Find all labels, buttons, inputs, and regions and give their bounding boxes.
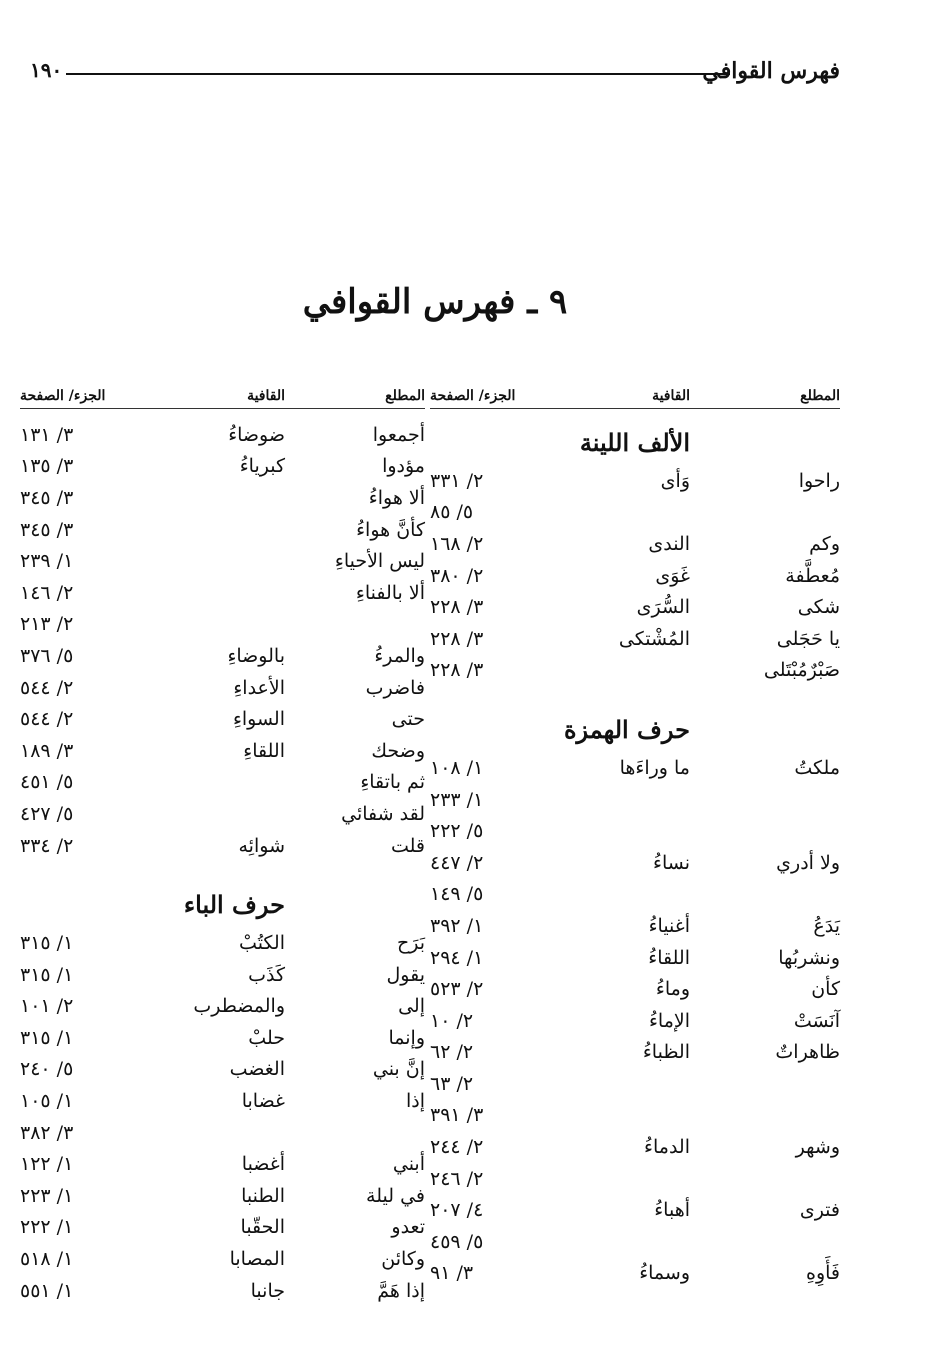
matla-cell: لقد شفائي [341,802,425,825]
matla-cell: كأن [811,978,840,1001]
index-row [430,623,840,655]
matla-cell: يَدَعُ [813,914,840,937]
right-index-column [430,374,840,1289]
index-row [20,1054,425,1086]
matla-cell: مؤدوا [382,455,425,478]
page-ref-cell: ٥/ ٢٤٠ [20,1058,74,1081]
index-row [20,1212,425,1244]
index-row [430,1163,840,1195]
index-row [20,1022,425,1054]
page-ref-cell: ٣/ ٢٢٨ [430,659,484,682]
page-ref-cell: ٢/ ٥٤٤ [20,708,74,731]
page-ref-cell: ٢/ ٣٨٠ [430,564,484,587]
page-ref-cell: ٢/ ٣٣١ [430,469,484,492]
matla-cell: إذا هَمَّ [377,1279,425,1302]
page-ref-cell: ٢/ ١٦٨ [430,532,484,555]
matla-cell: ولا أدري [776,851,840,874]
page-ref-cell: ٢/ ٢٤٦ [430,1167,484,1190]
index-row [430,528,840,560]
index-row [20,577,425,609]
page-ref-cell: ١/ ٢٢٢ [20,1216,74,1239]
page-ref-cell: ٣/ ٣٤٥ [20,518,74,541]
running-header [30,58,840,92]
page-ref-cell: ٥/ ٤٥١ [20,771,74,794]
qafiya-cell: أغنياءُ [648,914,690,937]
index-row [430,465,840,497]
matla-cell: ألا هواءُ [368,486,425,509]
index-row [430,1131,840,1163]
index-row [20,640,425,672]
matla-cell: ونشربُها [778,946,840,969]
section-heading: حرف الهمزة [563,714,690,744]
page-ref-cell: ٢/ ١٠١ [20,995,74,1018]
page-number: ١٩٠ [30,58,63,82]
page-ref-cell: ٣/ ٢٢٨ [430,627,484,650]
matla-cell: قلت [390,834,425,857]
page-ref-cell: ١/ ٣١٥ [20,932,74,955]
index-row [430,1258,840,1290]
section-heading: حرف الباء [183,889,285,919]
running-header-title: فهرس القوافي [702,58,840,84]
qafiya-cell: وسماءُ [639,1262,690,1285]
matla-cell: يا حَجَلى [776,627,840,650]
index-row [20,991,425,1023]
matla-cell: أبني [392,1153,425,1176]
left-index-column [20,374,425,1306]
right-column-header [430,374,840,409]
qafiya-cell: اللقاءِ [243,739,285,762]
page-ref-cell: ١/ ٥٥١ [20,1279,74,1302]
matla-cell: ظاهراتٌ [775,1041,840,1064]
page-ref-cell: ٢/ ٢٤٤ [430,1136,484,1159]
index-row [20,545,425,577]
matla-cell: كأنَّ هواءُ [356,518,425,541]
index-row [430,847,840,879]
qafiya-cell: نساءُ [653,851,690,874]
index-row [20,1085,425,1117]
matla-cell: إذا [405,1090,425,1113]
index-row [20,1243,425,1275]
matla-cell: ملكتُ [794,756,840,779]
index-row [20,451,425,483]
qafiya-cell: جانبا [250,1279,285,1302]
matla-cell: وشهر [795,1136,840,1159]
matla-cell: مُعطَّفة [785,564,840,587]
page-ref-cell: ٢/ ٣٣٤ [20,834,74,857]
matla-cell: والمرءُ [374,644,425,667]
matla-cell: يقول [386,963,425,986]
matla-cell: في ليلة [366,1184,425,1207]
index-row [20,959,425,991]
index-row [20,1180,425,1212]
matla-cell: إلى [398,995,425,1018]
page-ref-cell: ٣/ ٩١ [430,1262,474,1285]
qafiya-cell: حلبْ [248,1026,285,1049]
matla-cell: وضحك [371,739,425,762]
page-ref-cell: ١/ ٥١٨ [20,1248,74,1271]
page-ref-cell: ٣/ ٣٨٢ [20,1121,74,1144]
qafiya-cell: اللقاءُ [648,946,690,969]
index-row [20,703,425,735]
index-row [430,973,840,1005]
page-ref-cell: ٣/ ١٣١ [20,423,74,446]
section-heading-row [430,706,840,752]
page-ref-cell: ٥/ ١٤٩ [430,883,484,906]
index-row [20,1275,425,1307]
page-ref-cell: ٣/ ٣٩١ [430,1104,484,1127]
page-ref-cell: ٢/ ١٤٦ [20,581,74,604]
qafiya-cell: الإماءُ [648,1009,690,1032]
section-spacer [430,686,840,706]
page-ref-cell: ٣/ ١٣٥ [20,455,74,478]
matla-header: المطلع [800,388,840,404]
matla-cell: ليس الأحياءِ [334,550,425,573]
right-rows [430,419,840,1289]
page-ref-cell: ١/ ١٠٥ [20,1090,74,1113]
index-row [430,1005,840,1037]
qafiya-cell: المُشْتكى [618,627,690,650]
left-column-header [20,374,425,409]
page-ref-cell: ٣/ ٣٤٥ [20,486,74,509]
section-heading: الألف اللينة [579,427,690,457]
index-row [430,591,840,623]
page-ref-cell: ١/ ١٠٨ [430,756,484,779]
page-ref-cell: ١/ ٢٢٣ [20,1184,74,1207]
index-row [430,655,840,687]
matla-cell: ثم باتقاءِ [360,771,425,794]
left-rows [20,419,425,1306]
matla-cell: وكم [809,532,840,555]
qafiya-cell: غَوَى [655,564,690,587]
qafiya-cell: الندى [648,532,690,555]
index-row [430,497,840,529]
matla-cell: صَبْرٌمُبْتَلى [763,659,840,682]
page-ref-cell: ١/ ٢٣٣ [430,788,484,811]
qafiya-cell: والمضطرب [193,995,285,1018]
matla-cell: تعدو [391,1216,425,1239]
index-row [430,1068,840,1100]
page-ref-cell: ٢/ ٦٢ [430,1041,474,1064]
header-rule [66,73,730,75]
index-row [430,879,840,911]
matla-header: المطلع [385,388,425,404]
qafiya-cell: المصابا [229,1248,285,1271]
qafiya-cell: ضوضاءُ [228,423,285,446]
page-ref-cell: ٢/ ٥٢٣ [430,978,484,1001]
page-ref-cell: ٢/ ٥٤٤ [20,676,74,699]
page-ref-cell: ٢/ ١٠ [430,1009,474,1032]
index-row [430,910,840,942]
matla-cell: أجمعوا [372,423,425,446]
index-row [430,1100,840,1132]
page-ref-header: الجزء/ الصفحة [430,388,516,404]
page-ref-cell: ١/ ٢٣٩ [20,550,74,573]
matla-cell: حتى [391,708,425,731]
page-ref-cell: ٣/ ٢٢٨ [430,596,484,619]
qafiya-cell: وَأى [660,469,690,492]
page-ref-cell: ١/ ٣١٥ [20,963,74,986]
matla-cell: بَرَح [396,932,425,955]
index-row [20,1148,425,1180]
index-row [20,735,425,767]
qafiya-cell: الغضب [229,1058,285,1081]
index-row [430,815,840,847]
index-row [20,609,425,641]
page-ref-cell: ٣/ ١٨٩ [20,739,74,762]
page-ref-cell: ٥/ ٤٢٧ [20,802,74,825]
qafiya-cell: وماءُ [655,978,690,1001]
section-heading-row [430,419,840,465]
section-spacer [20,861,425,881]
qafiya-cell: السُّرَى [636,596,690,619]
page-ref-cell: ٤/ ٢٠٧ [430,1199,484,1222]
qafiya-cell: غضابا [241,1090,285,1113]
page-ref-cell: ٥/ ٤٥٩ [430,1230,484,1253]
index-row [430,942,840,974]
section-heading-row [20,881,425,927]
matla-cell: فَأَوِهِ [805,1262,840,1285]
index-row [430,752,840,784]
qafiya-cell: كبرياءُ [239,455,285,478]
index-row [20,672,425,704]
page-title: ٩ ـ فهرس القوافي [302,282,568,322]
matla-cell: آنَسَتْ [793,1009,840,1032]
qafiya-header: القافية [247,388,285,404]
page-ref-cell: ٥/ ٣٧٦ [20,644,74,667]
index-row [20,514,425,546]
page-ref-header: الجزء/ الصفحة [20,388,106,404]
qafiya-cell: ما وراءَها [619,756,690,779]
index-row [20,798,425,830]
page-ref-cell: ٥/ ٢٢٢ [430,820,484,843]
page-ref-cell: ٢/ ٢١٣ [20,613,74,636]
page-ref-cell: ٢/ ٤٤٧ [430,851,484,874]
qafiya-cell: الدماءُ [644,1136,690,1159]
qafiya-cell: شوائِه [238,834,285,857]
qafiya-cell: الكتُبْ [239,932,285,955]
index-row [430,784,840,816]
page-ref-cell: ١/ ١٢٢ [20,1153,74,1176]
matla-cell: ألا بالفناءِ [355,581,425,604]
qafiya-cell: الظباءُ [642,1041,690,1064]
page-ref-cell: ١/ ٢٩٤ [430,946,484,969]
qafiya-cell: الحقّبا [240,1216,285,1239]
index-row [430,1226,840,1258]
qafiya-cell: كَذَب [248,963,285,986]
page-ref-cell: ٥/ ٨٥ [430,501,474,524]
index-row [20,767,425,799]
page-ref-cell: ١/ ٣٩٢ [430,914,484,937]
index-row [20,927,425,959]
qafiya-cell: الطنبا [241,1184,285,1207]
index-row [20,1117,425,1149]
qafiya-cell: الأعداءِ [233,676,285,699]
qafiya-cell: أغضبا [241,1153,285,1176]
index-row [430,1037,840,1069]
index-row [430,560,840,592]
matla-cell: إنَّ بني [372,1058,425,1081]
qafiya-cell: أهباءُ [654,1199,690,1222]
index-row [20,482,425,514]
matla-cell: شكى [797,596,840,619]
qafiya-header: القافية [652,388,690,404]
matla-cell: فاضرب [365,676,425,699]
matla-cell: راحوا [798,469,840,492]
index-row [20,419,425,451]
qafiya-cell: السواءِ [232,708,285,731]
matla-cell: فترى [799,1199,840,1222]
qafiya-cell: بالوضاءِ [227,644,285,667]
index-row [20,830,425,862]
matla-cell: وكائن [381,1248,425,1271]
matla-cell: وإنما [388,1026,425,1049]
page-ref-cell: ٢/ ٦٣ [430,1072,474,1095]
page-ref-cell: ١/ ٣١٥ [20,1026,74,1049]
index-row [430,1194,840,1226]
